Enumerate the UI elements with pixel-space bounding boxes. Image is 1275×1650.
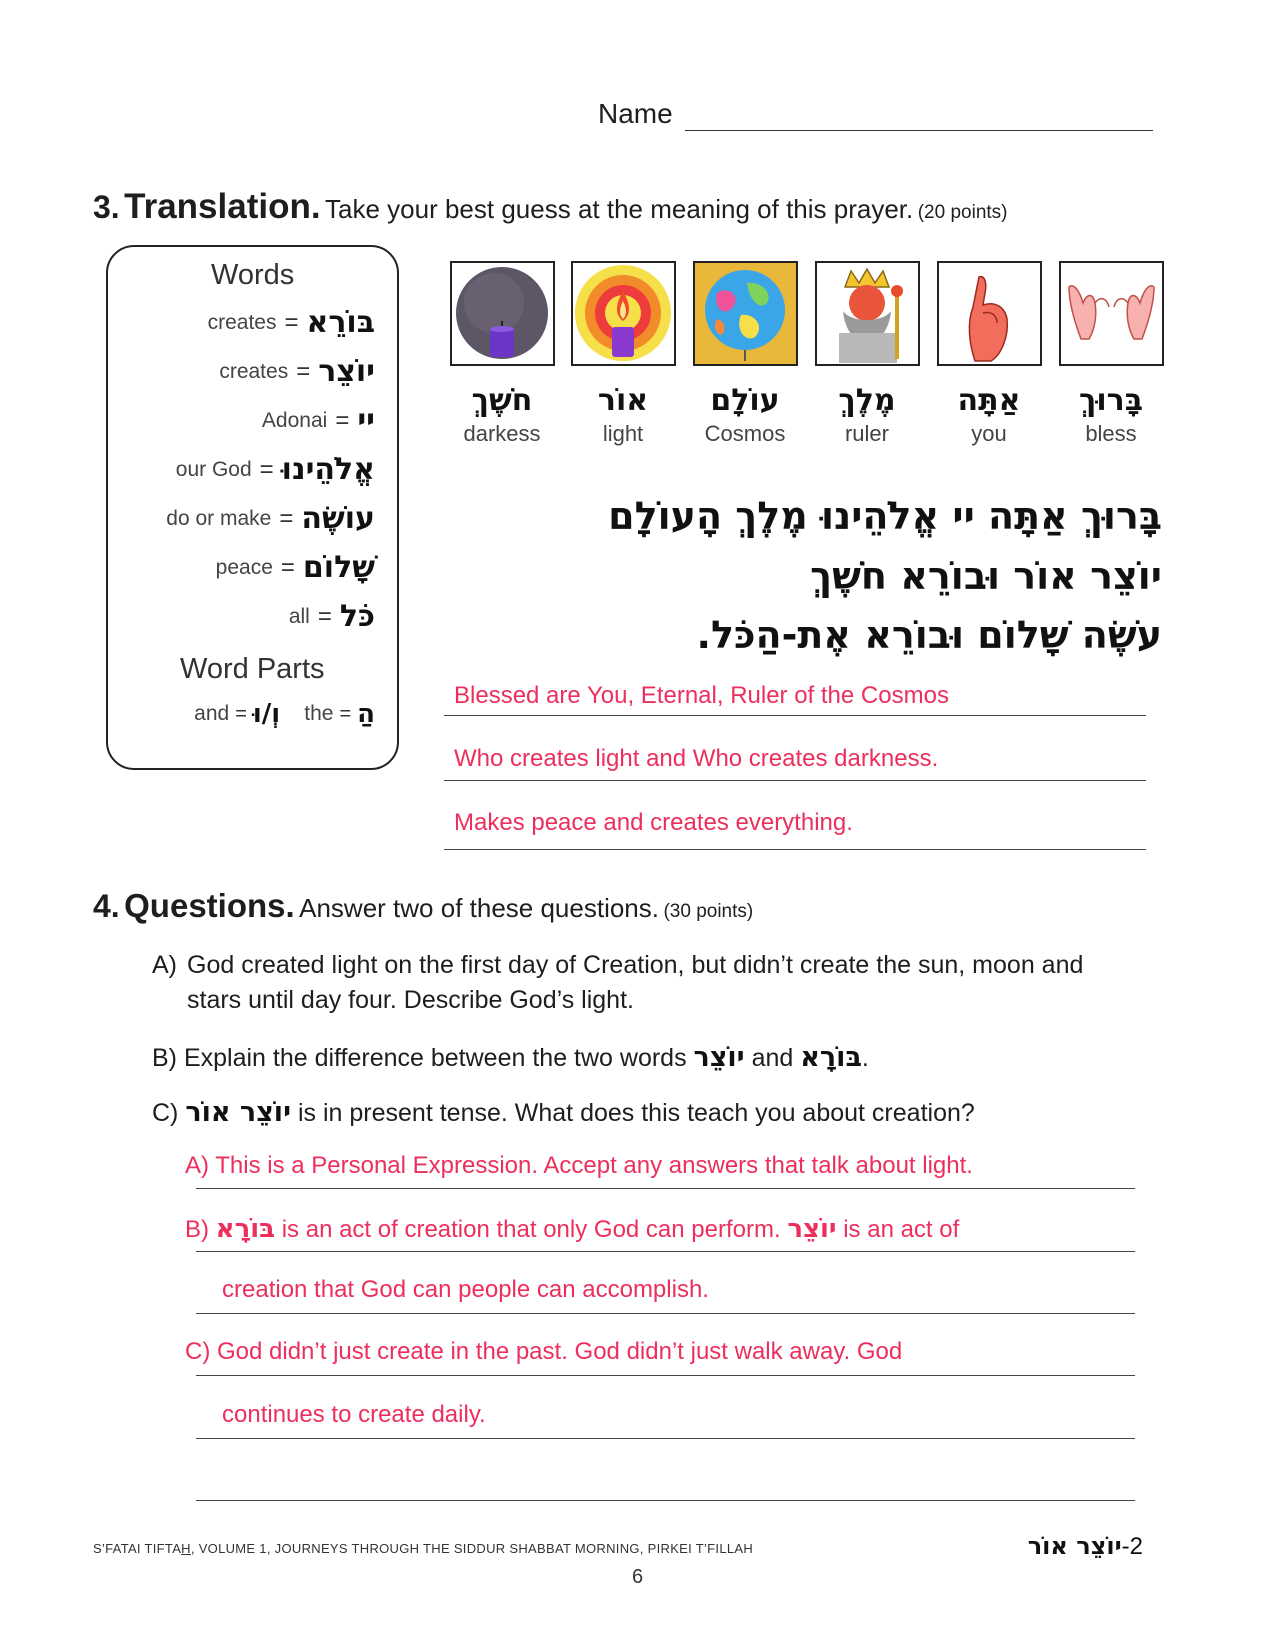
question-c xyxy=(152,1097,975,1128)
answer-b-line-1 xyxy=(185,1214,959,1244)
footer-chapter-number: -2 xyxy=(1121,1533,1143,1560)
equals-sign: = xyxy=(280,553,295,581)
picture-hebrew-label: אַתָּה xyxy=(957,383,1021,418)
section3-number: 3. xyxy=(93,189,120,225)
picture-english-label: you xyxy=(971,421,1007,446)
answer-b-mid: is an act of creation that only God can perform. xyxy=(281,1216,781,1243)
part-hebrew: וְ/וּ xyxy=(252,699,281,729)
word-english: creates xyxy=(207,310,277,334)
question-b-text: Explain the difference between the two words xyxy=(183,1044,687,1072)
globe-icon xyxy=(693,261,798,366)
king-icon xyxy=(815,261,920,366)
word-row xyxy=(219,354,375,389)
prayer-line-2: יוֹצֵר אוֹר וּבוֹרֵא חֹשֶׁךְ xyxy=(810,554,1162,598)
picture-hebrew-label: אוֹר xyxy=(597,383,649,418)
translation-answer-2: Who creates light and Who creates darkness. xyxy=(454,745,939,772)
answer-line[interactable] xyxy=(444,780,1146,781)
answer-line[interactable] xyxy=(444,715,1146,716)
equals-sign: = xyxy=(284,308,299,336)
picture-hebrew-label: בָּרוּךְ xyxy=(1079,383,1143,418)
word-row xyxy=(262,403,375,438)
question-b-label: B) xyxy=(152,1044,177,1072)
answer-b-word-1: בּוֹרָא xyxy=(215,1214,276,1244)
word-row xyxy=(289,599,375,634)
answer-line[interactable] xyxy=(196,1188,1135,1189)
question-c-label: C) xyxy=(152,1099,179,1127)
word-hebrew: יי xyxy=(357,403,375,438)
section3-points: (20 points) xyxy=(917,202,1008,223)
answer-b-label: B) xyxy=(185,1216,209,1243)
word-hebrew: אֱלֹהֵינוּ xyxy=(281,452,375,487)
answer-line[interactable] xyxy=(196,1500,1135,1501)
word-english: our God xyxy=(175,457,252,481)
word-hebrew: שָׁלוֹם xyxy=(302,550,375,585)
equals-sign: = xyxy=(279,504,294,532)
page-number: 6 xyxy=(631,1566,644,1588)
footer-source xyxy=(93,1541,753,1556)
answer-line[interactable] xyxy=(196,1251,1135,1252)
section4-instruction: Answer two of these questions. xyxy=(299,893,659,923)
blessing-hands-icon xyxy=(1059,261,1164,366)
answer-b-end: is an act of xyxy=(843,1216,960,1243)
question-a-line-1: God created light on the first day of Creation, but didn’t create the sun, moon and xyxy=(187,951,1084,979)
word-english: do or make xyxy=(166,506,272,530)
name-input-line[interactable] xyxy=(685,130,1153,131)
answer-line[interactable] xyxy=(196,1313,1135,1314)
answer-b-word-2: יוֹצֵר xyxy=(787,1214,837,1244)
word-hebrew: כֹּל xyxy=(339,599,375,634)
picture-english-label: ruler xyxy=(844,421,889,446)
candle-lit-icon xyxy=(571,261,676,366)
section4-points: (30 points) xyxy=(663,901,754,922)
word-hebrew: בּוֹרֵא xyxy=(306,305,375,340)
word-box xyxy=(106,245,399,770)
equals-sign: = xyxy=(235,702,247,725)
question-a-label: A) xyxy=(152,951,177,979)
section3-heading xyxy=(93,187,1008,227)
word-row xyxy=(176,452,375,487)
picture-english-label: Cosmos xyxy=(704,421,786,446)
footer-source-prefix: S’FATAI TIFTA xyxy=(93,1541,182,1556)
section4-title: Questions. xyxy=(124,887,295,924)
answer-line[interactable] xyxy=(196,1438,1135,1439)
word-parts-heading: Word Parts xyxy=(180,653,325,685)
question-b-word-2: בּוֹרָא xyxy=(800,1042,862,1073)
word-row xyxy=(216,550,375,585)
question-b-and: and xyxy=(751,1044,794,1072)
picture-hebrew-label: עוֹלָם xyxy=(710,383,780,418)
footer-source-suffix: , VOLUME 1, JOURNEYS THROUGH THE SIDDUR SHABBAT MORNING, PIRKEI T’FILLAH xyxy=(190,1541,754,1556)
answer-line[interactable] xyxy=(444,849,1146,850)
words-heading: Words xyxy=(211,259,295,291)
part-english: the xyxy=(304,702,334,725)
picture-english-label: darkess xyxy=(463,421,541,446)
prayer-line-3: עֹשֶׂה שָׁלוֹם וּבוֹרֵא אֶת-הַכֹּל. xyxy=(696,613,1162,657)
answer-a: A) This is a Personal Expression. Accept any answers that talk about light. xyxy=(185,1152,973,1179)
question-c-text: is in present tense. What does this teach you about creation? xyxy=(297,1099,975,1127)
word-hebrew: עוֹשֶׂה xyxy=(301,501,375,536)
word-hebrew: יוֹצֵר xyxy=(318,354,375,389)
picture-english-label: light xyxy=(602,421,644,446)
translation-answer-1: Blessed are You, Eternal, Ruler of the Cosmos xyxy=(454,682,949,709)
word-english: peace xyxy=(215,555,273,579)
pointing-hand-icon xyxy=(937,261,1042,366)
picture-hebrew-label: חֹשֶׁךְ xyxy=(471,383,533,418)
answer-line[interactable] xyxy=(196,1375,1135,1376)
word-english: Adonai xyxy=(261,408,328,432)
word-row xyxy=(166,501,375,536)
picture-english-label: bless xyxy=(1085,421,1137,446)
section4-heading xyxy=(93,887,753,925)
section3-instruction: Take your best guess at the meaning of this prayer. xyxy=(325,194,914,224)
equals-sign: = xyxy=(259,455,274,483)
prayer-line-1: בָּרוּךְ אַתָּה יי אֱלֹהֵינוּ מֶלֶךְ הָעוֹלָם xyxy=(608,494,1162,538)
section4-number: 4. xyxy=(93,888,120,924)
question-b xyxy=(152,1042,869,1073)
word-row xyxy=(208,305,375,340)
word-english: creates xyxy=(219,359,289,383)
word-parts-row xyxy=(194,699,375,729)
answer-b-line-2: creation that God can people can accomplish. xyxy=(222,1276,709,1303)
answer-c-line-1: C) God didn’t just create in the past. God didn’t just walk away. God xyxy=(185,1338,903,1365)
question-b-end: . xyxy=(861,1044,869,1072)
question-b-word-1: יוֹצֵר xyxy=(693,1042,745,1073)
footer-source-underlined: H xyxy=(181,1541,191,1556)
picture-hebrew-label: מֶלֶךְ xyxy=(838,383,896,418)
footer-chapter xyxy=(1028,1532,1143,1561)
part-english: and xyxy=(194,702,230,725)
name-label: Name xyxy=(598,98,673,129)
translation-answer-3: Makes peace and creates everything. xyxy=(454,809,853,836)
footer-chapter-hebrew: יוֹצֵר אוֹר xyxy=(1027,1532,1122,1560)
question-a-line-2: stars until day four. Describe God’s light. xyxy=(187,986,634,1014)
equals-sign: = xyxy=(339,702,352,725)
candle-dark-icon xyxy=(450,261,555,366)
section3-title: Translation. xyxy=(124,187,321,226)
equals-sign: = xyxy=(296,357,311,385)
question-c-word: יוֹצֵר אוֹר xyxy=(185,1097,292,1128)
equals-sign: = xyxy=(317,602,332,630)
part-hebrew: הַ xyxy=(357,699,375,729)
answer-c-line-2: continues to create daily. xyxy=(222,1401,486,1428)
word-english: all xyxy=(288,604,310,628)
equals-sign: = xyxy=(335,406,350,434)
